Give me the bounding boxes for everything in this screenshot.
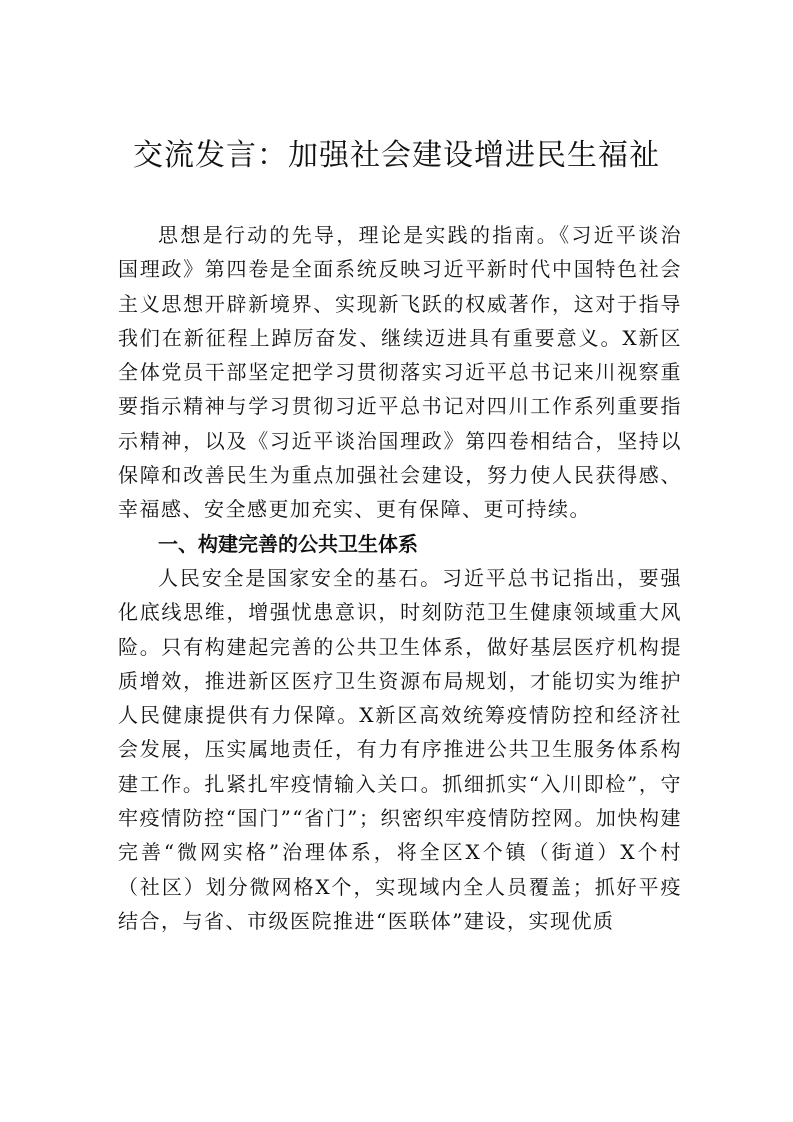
intro-paragraph: 思想是行动的先导，理论是实践的指南。《习近平谈治国理政》第四卷是全面系统反映习近平新时代中国特色社会主义思想开辟新境界、实现新飞跃的权威著作，这对于指导我们在新征程上踔厉奋发、继续迈进具有重要意义。X新区全体党员干部坚定把学习贯彻落实习近平总书记来川视察重要指示精神与学习贯彻习近平总书记对四川工作系列重要指示精神，以及《习近平谈治国理政》第四卷相结合，坚持以保障和改善民生为重点加强社会建设，努力使人民获得感、幸福感、安全感更加充实、更有保障、更可持续。 (118, 223, 682, 522)
section-heading: 一、构建完善的公共卫生体系 (158, 531, 418, 556)
section-paragraph: 人民安全是国家安全的基石。习近平总书记指出，要强化底线思维，增强忧患意识，时刻防范卫生健康领域重大风险。只有构建起完善的公共卫生体系，做好基层医疗机构提质增效，推进新区医疗卫生资源布局规划，才能切实为维护人民健康提供有力保障。X新区高效统筹疫情防控和经济社会发展，压实属地责任，有力有序推进公共卫生服务体系构建工作。扎紧扎牢疫情输入关口。抓细抓实“入川即检”，守牢疫情防控“国门”“省门”；织密织牢疫情防控网。加快构建完善“微网实格”治理体系，将全区X个镇（街道）X个村（社区）划分微网格X个，实现域内全人员覆盖；抓好平疫结合，与省、市级医院推进“医联体”建设，实现优质 (118, 565, 682, 933)
document-title: 交流发言：加强社会建设增进民生福祉 (133, 138, 660, 173)
document-body (118, 218, 682, 938)
